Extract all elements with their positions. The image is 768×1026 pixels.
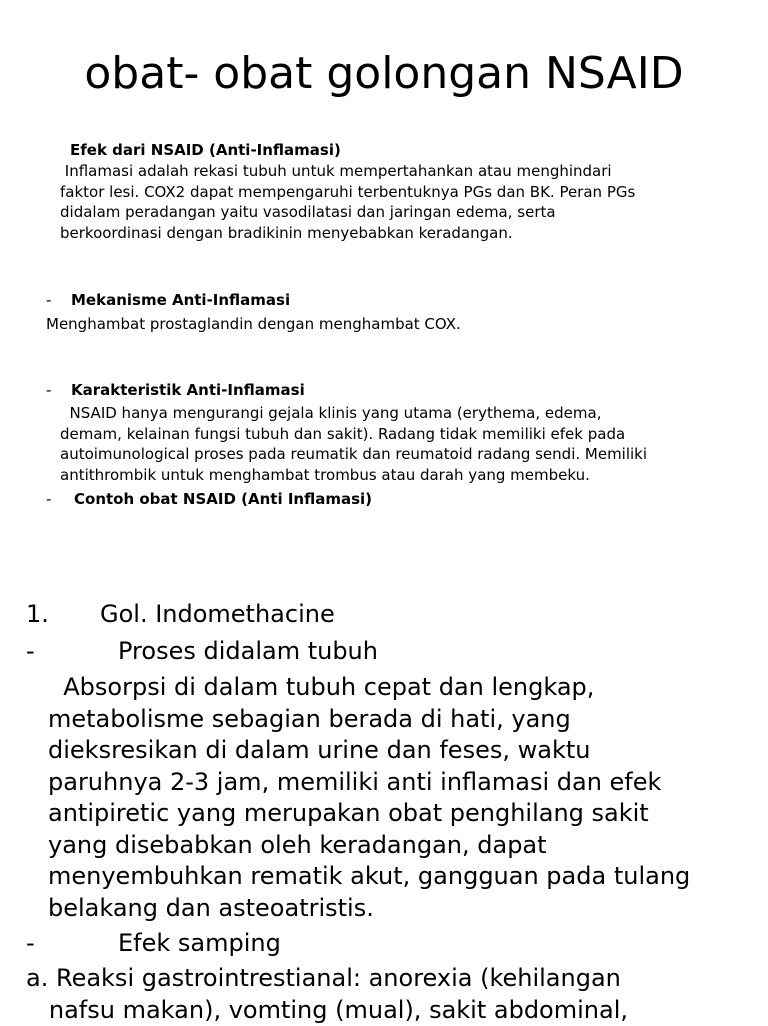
efek-heading: Efek dari NSAID (Anti-Inflamasi)	[70, 141, 341, 159]
efek-samping-label: Efek samping	[118, 929, 281, 957]
page-title: obat- obat golongan NSAID	[84, 48, 684, 99]
efek-line: didalam peradangan yaitu vasodilatasi dan jaringan edema, serta	[60, 203, 556, 221]
karakteristik-line: demam, kelainan fungsi tubuh dan sakit). Radang tidak memiliki efek pada	[60, 424, 626, 443]
mekanisme-text: Menghambat prostaglandin dengan menghambat COX.	[46, 315, 461, 333]
proses-line: Absorpsi di dalam tubuh cepat dan lengkap,	[48, 673, 595, 701]
proses-line: yang disebabkan oleh keradangan, dapat	[48, 830, 547, 859]
proses-row	[26, 635, 526, 667]
proses-line: dieksresikan di dalam urine dan feses, waktu	[48, 736, 591, 764]
contoh-heading-row	[46, 489, 466, 509]
karakteristik-line: antithrombik untuk menghambat trombus atau darah yang membeku.	[60, 465, 590, 484]
gol-row	[26, 598, 526, 630]
efek-line: berkoordinasi dengan bradikinin menyebabkan keradangan.	[60, 223, 513, 242]
bullet-dash: -	[46, 291, 52, 309]
efek-line: faktor lesi. COX2 dapat mempengaruhi terbentuknya PGs dan BK. Peran PGs	[60, 182, 636, 201]
karakteristik-line: NSAID hanya mengurangi gejala klinis yang utama (erythema, edema,	[60, 404, 602, 422]
proses-label: Proses didalam tubuh	[118, 637, 378, 665]
karakteristik-paragraph	[60, 403, 647, 485]
karakteristik-heading: Karakteristik Anti-Inflamasi	[71, 381, 305, 399]
efek-samping-line: nafsu makan), vomting (mual), sakit abdominal,	[26, 995, 629, 1024]
efek-samping-item-a	[26, 963, 628, 1026]
mekanisme-heading: Mekanisme Anti-Inflamasi	[71, 291, 291, 309]
efek-paragraph	[60, 161, 635, 243]
efek-samping-line: a. Reaksi gastrointrestianal: anorexia (kehilangan	[26, 964, 621, 992]
mekanisme-heading-row	[46, 290, 446, 310]
bullet-dash: -	[26, 929, 35, 957]
list-number: 1.	[26, 600, 49, 628]
bullet-dash: -	[46, 381, 52, 399]
efek-samping-row	[26, 927, 526, 959]
efek-line: Inflamasi adalah rekasi tubuh untuk mempertahankan atau menghindari	[60, 162, 612, 180]
karakteristik-heading-row	[46, 380, 446, 400]
contoh-heading: Contoh obat NSAID (Anti Inflamasi)	[74, 490, 373, 508]
bullet-dash: -	[26, 637, 35, 665]
bullet-dash: -	[46, 490, 52, 508]
karakteristik-line: autoimunological proses pada reumatik dan reumatoid radang sendi. Memiliki	[60, 445, 648, 463]
proses-line: antipiretic yang merupakan obat penghilang sakit	[48, 799, 649, 827]
proses-line: paruhnya 2-3 jam, memiliki anti inflamasi dan efek	[48, 767, 662, 796]
proses-line: menyembuhkan rematik akut, gangguan pada tulang	[48, 862, 691, 890]
gol-name: Gol. Indomethacine	[100, 600, 335, 628]
proses-line: belakang dan asteoatristis.	[48, 893, 374, 922]
proses-paragraph	[48, 672, 690, 924]
proses-line: metabolisme sebagian berada di hati, yang	[48, 704, 571, 733]
